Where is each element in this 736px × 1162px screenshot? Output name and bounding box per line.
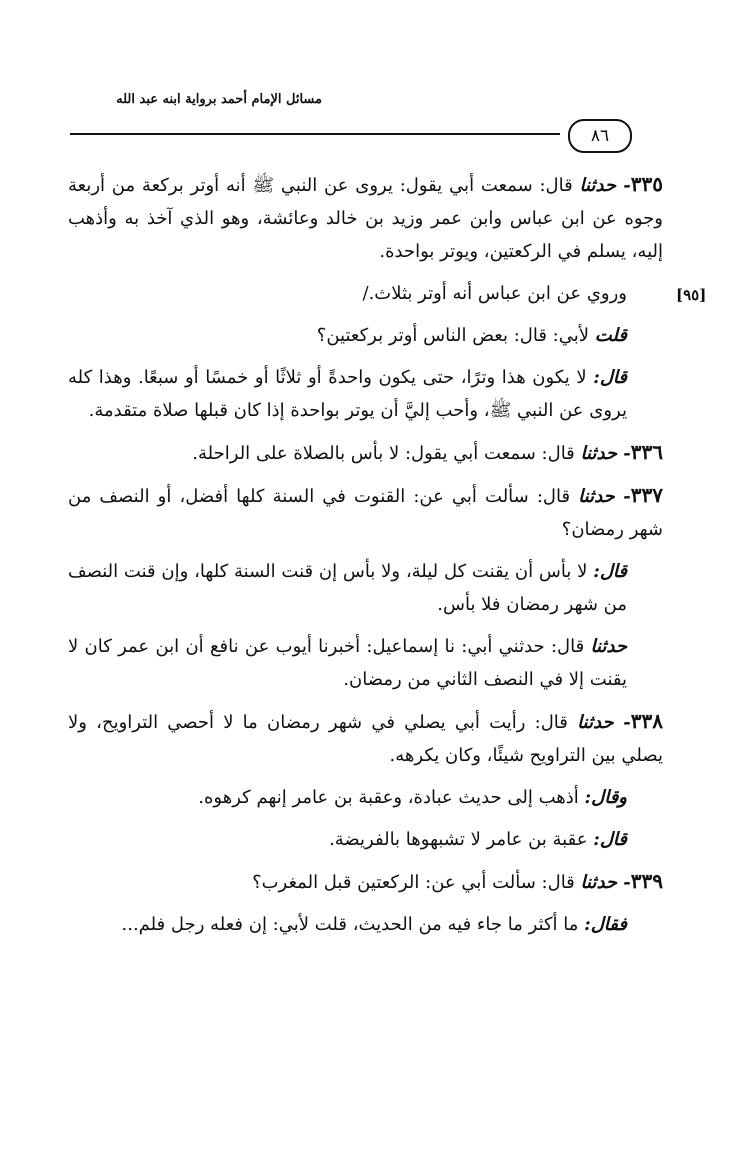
paragraph <box>68 781 663 814</box>
paragraph <box>68 277 663 310</box>
entry-text: قال: حدثني أبي: نا إسماعيل: أخبرنا أيوب عن نافع أن ابن عمر كان لا يقنت إلا في النصف الثاني من رمضان. <box>68 636 627 690</box>
entry-keyword: قال: <box>593 561 627 582</box>
running-header <box>60 88 322 128</box>
paragraph <box>68 319 663 352</box>
entry-text: قال: سمعت أبي يقول: لا بأس بالصلاة على الراحلة. <box>192 443 581 464</box>
paragraph <box>68 630 663 696</box>
entry-keyword: قال: <box>593 829 627 850</box>
entry-text: قال: سألت أبي عن: القنوت في السنة كلها أفضل، أو النصف من شهر رمضان؟ <box>68 486 663 540</box>
header-rule <box>70 133 560 135</box>
entry-text: أذهب إلى حديث عبادة، وعقبة بن عامر إنهم كرهوه. <box>198 787 585 808</box>
entry-keyword: قال: <box>593 367 627 388</box>
page-body <box>68 168 663 950</box>
entry-keyword: وقال: <box>584 787 627 808</box>
page-number: ٨٦ <box>568 119 632 153</box>
entry-text: ما أكثر ما جاء فيه من الحديث، قلت لأبي: إن فعله رجل فلم... <box>121 914 585 935</box>
entry-text: قال: سألت أبي عن: الركعتين قبل المغرب؟ <box>252 872 581 893</box>
entry-number: ٣٣٨ <box>630 709 663 733</box>
paragraph <box>68 361 663 427</box>
entry-keyword: حدثنا <box>590 636 627 657</box>
entry-text: وروي عن ابن عباس أنه أوتر بثلاث./ <box>362 283 627 304</box>
paragraph-339 <box>68 865 663 899</box>
entry-keyword: - حدثنا <box>578 486 631 507</box>
entry-keyword: - حدثنا <box>580 872 631 893</box>
entry-keyword: - حدثنا <box>579 175 631 196</box>
paragraph <box>68 908 663 941</box>
paragraph <box>68 555 663 621</box>
paragraph-335 <box>68 168 663 268</box>
entry-text: لا بأس أن يقنت كل ليلة، ولا بأس إن قنت السنة كلها، وإن قنت النصف من شهر رمضان فلا بأس. <box>68 561 627 615</box>
entry-text: لا يكون هذا وترًا، حتى يكون واحدةً أو ثلاثًا أو خمسًا أو سبعًا. وهذا كله يروى عن النبي ﷺ، وأحب إليَّ أن يوتر بواحدة إذا كان قبلها صلاة متقدمة. <box>68 367 627 421</box>
entry-keyword: - حدثنا <box>580 443 631 464</box>
paragraph-338 <box>68 705 663 772</box>
entry-text: قال: رأيت أبي يصلي في شهر رمضان ما لا أحصي التراويح، ولا يصلي بين التراويح شيئًا، وكان يكرهه. <box>68 712 663 766</box>
entry-text: قال: سمعت أبي يقول: يروى عن النبي ﷺ أنه أوتر بركعة من أربعة وجوه عن ابن عباس وابن عمر وزيد بن خالد وعائشة، وهو الذي آخذ به وأذهب إليه، يسلم في الركعتين، ويوتر بواحدة. <box>68 175 663 262</box>
entry-keyword: فقال: <box>584 914 627 935</box>
entry-number: ٣٣٦ <box>630 440 663 464</box>
entry-number: ٣٣٩ <box>630 869 663 893</box>
paragraph-337 <box>68 479 663 546</box>
entry-keyword: - حدثنا <box>577 712 631 733</box>
entry-text: لأبي: قال: بعض الناس أوتر بركعتين؟ <box>316 325 595 346</box>
paragraph <box>68 823 663 856</box>
paragraph-336 <box>68 436 663 470</box>
margin-reference: [٩٥] <box>676 286 707 304</box>
entry-text: عقبة بن عامر لا تشبهوها بالفريضة. <box>329 829 594 850</box>
entry-number: ٣٣٧ <box>630 483 663 507</box>
entry-number: ٣٣٥ <box>630 172 663 196</box>
book-title: مسائل الإمام أحمد برواية ابنه عبد الله <box>116 92 322 107</box>
entry-keyword: قلت <box>594 325 627 346</box>
